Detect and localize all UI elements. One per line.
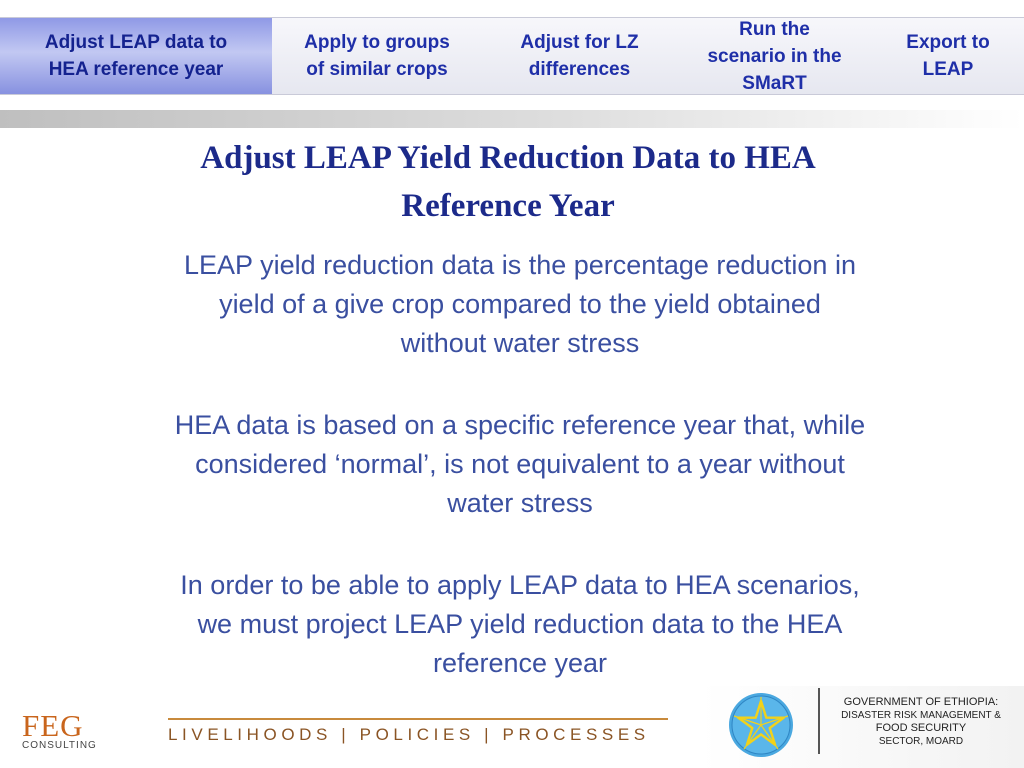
step-label-line: SMaRT xyxy=(742,72,807,94)
government-label-line: SECTOR, MOARD xyxy=(878,736,964,747)
step-run-scenario[interactable] xyxy=(677,18,872,94)
slide-title-line: Reference Year xyxy=(401,188,615,224)
feg-logo-subtext: CONSULTING xyxy=(22,740,97,751)
tagline-rule xyxy=(168,718,668,720)
footer-tagline: LIVELIHOODS | POLICIES | PROCESSES xyxy=(168,725,650,744)
paragraph-line: reference year xyxy=(432,648,608,678)
government-label xyxy=(826,696,1016,748)
step-label-line: scenario in the xyxy=(707,45,842,67)
paragraph-line: HEA data is based on a specific reference year that, while xyxy=(174,410,866,440)
body-paragraph xyxy=(90,246,950,363)
step-adjust-leap-data[interactable] xyxy=(0,18,272,94)
paragraph-line: we must project LEAP yield reduction data to the HEA xyxy=(197,609,843,639)
government-label-line: DISASTER RISK MANAGEMENT & xyxy=(841,710,1001,721)
paragraph-line: In order to be able to apply LEAP data to HEA scenarios, xyxy=(180,570,860,600)
step-apply-to-groups[interactable] xyxy=(272,18,482,94)
government-label-line: GOVERNMENT OF ETHIOPIA: xyxy=(843,696,999,708)
feg-logo xyxy=(22,708,112,752)
step-label-line: differences xyxy=(528,59,631,80)
slide-title-line: Adjust LEAP Yield Reduction Data to HEA xyxy=(200,140,816,176)
step-adjust-for-lz[interactable] xyxy=(482,18,677,94)
step-label-line: of similar crops xyxy=(306,59,448,80)
government-label-line: FOOD SECURITY xyxy=(875,722,967,734)
paragraph-line: LEAP yield reduction data is the percentage reduction in xyxy=(184,250,856,280)
step-label-line: Run the xyxy=(739,18,810,40)
header-divider-bar xyxy=(0,110,1024,128)
slide-title xyxy=(100,134,916,230)
step-label-line: Adjust LEAP data to xyxy=(44,32,228,53)
paragraph-line: considered ‘normal’, is not equivalent to a year without xyxy=(195,449,845,479)
step-label-line: LEAP xyxy=(922,59,974,80)
step-label-line: Adjust for LZ xyxy=(520,32,639,53)
ethiopia-emblem-icon xyxy=(728,692,794,758)
body-paragraph xyxy=(90,406,950,523)
paragraph-line: yield of a give crop compared to the yield obtained xyxy=(219,289,821,319)
paragraph-line: without water stress xyxy=(400,328,640,358)
feg-logo-text: FEG xyxy=(22,708,84,743)
paragraph-line: water stress xyxy=(447,488,593,518)
body-paragraph xyxy=(90,566,950,683)
process-steps-nav xyxy=(0,17,1024,95)
step-label-line: Apply to groups xyxy=(304,32,450,53)
government-divider xyxy=(818,688,820,754)
step-export-to-leap[interactable] xyxy=(872,18,1024,94)
step-label-line: Export to xyxy=(906,32,990,53)
step-label-line: HEA reference year xyxy=(48,59,224,80)
